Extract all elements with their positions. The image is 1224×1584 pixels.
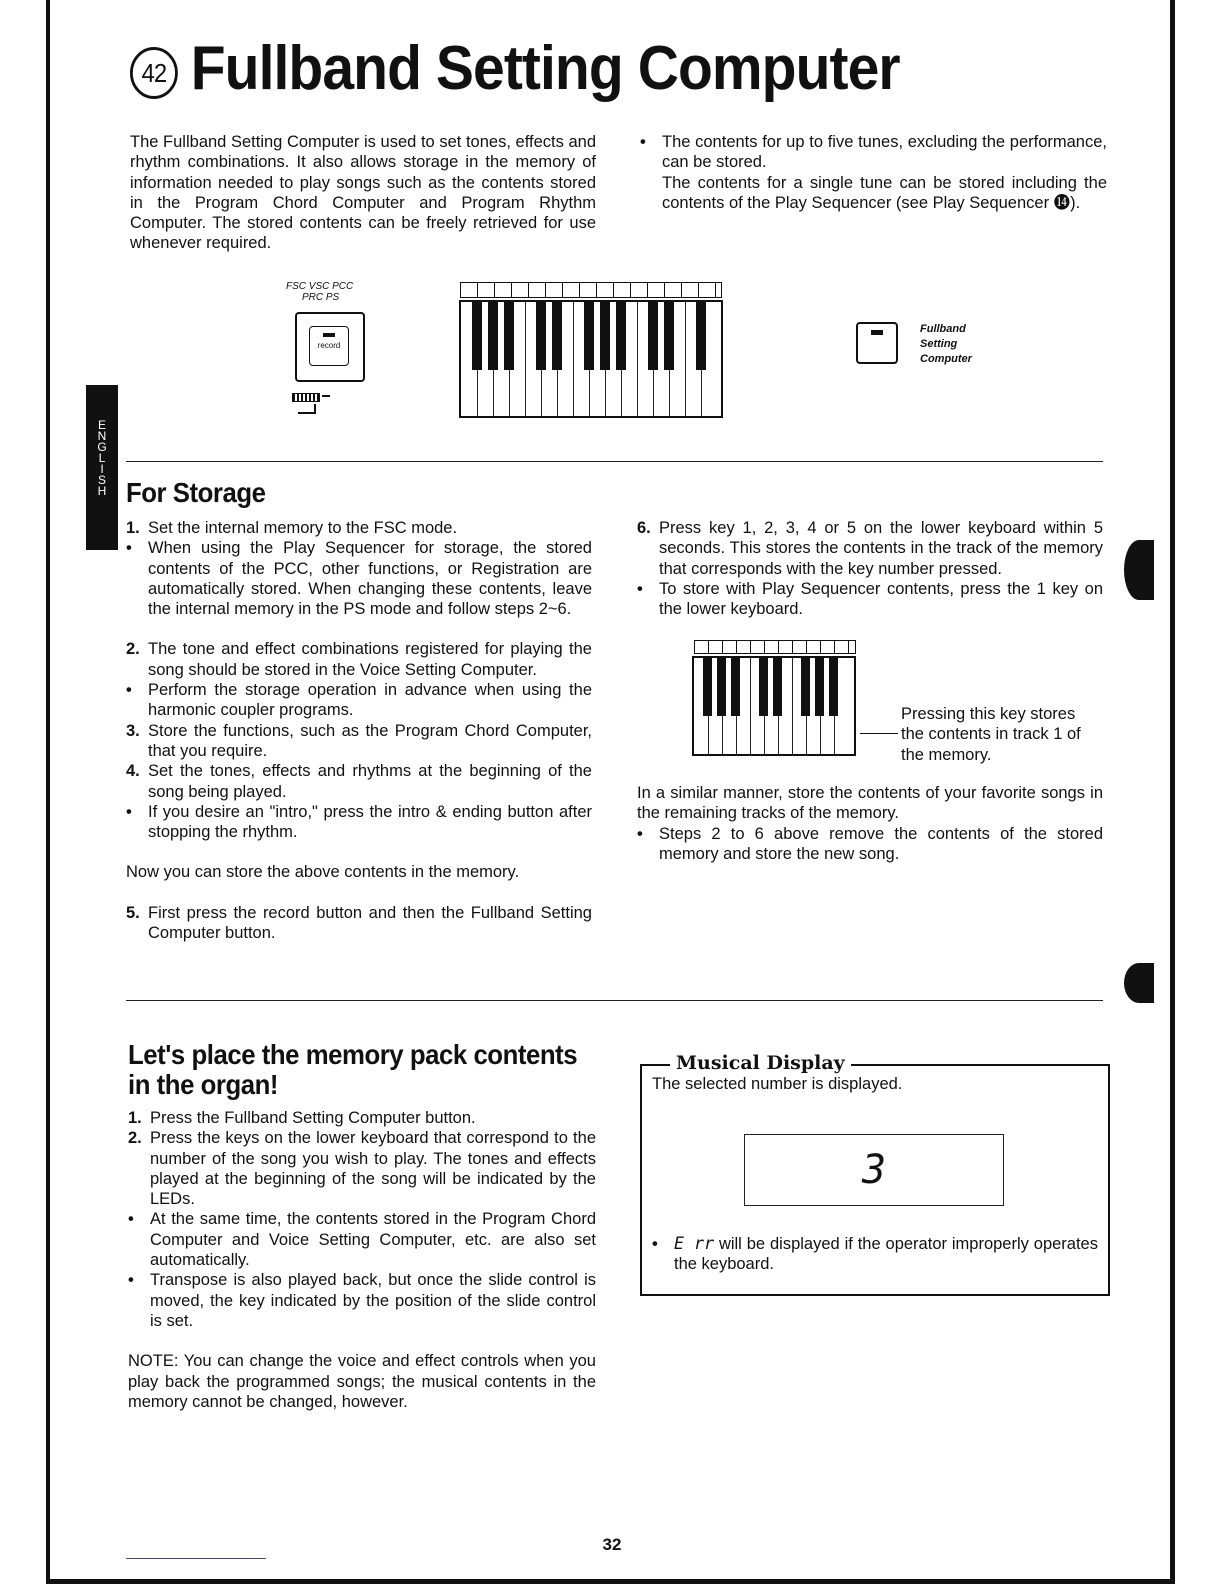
mode-labels-top: FSC VSC PCC: [286, 281, 354, 292]
page-title: [130, 34, 900, 104]
fsc-label-line1: Fullband: [920, 323, 966, 335]
mode-labels: [286, 281, 353, 303]
page-border-right: [1170, 0, 1175, 1584]
small-keyboard-label-strip: [694, 640, 856, 654]
list-item: 3. Store the functions, such as the Program Chord Computer, that you require.: [126, 721, 592, 760]
keyboard-label-strip: [460, 282, 722, 298]
slot-icon: [298, 404, 316, 414]
callout-line: [860, 733, 898, 734]
storage-right-bottom: [637, 783, 1103, 864]
memory-pack-list: [128, 1108, 596, 1412]
list-item: 6. Press key 1, 2, 3, 4 or 5 on the lower keyboard within 5 seconds. This stores the contents in the track of the memory that corresponds with the key number pressed.: [637, 519, 1103, 578]
list-item: 2. Press the keys on the lower keyboard that correspond to the number of the song you wish to play. The tones and effects played at the beginning of the song will be indicated by the LEDs.: [128, 1129, 596, 1209]
musical-display-text: The selected number is displayed.: [652, 1075, 903, 1093]
page-border-bottom: [46, 1579, 1175, 1584]
lcd-display: [744, 1134, 1004, 1206]
section-number: 42: [130, 47, 178, 99]
fsc-label: [920, 322, 972, 367]
list-item: • To store with Play Sequencer contents, press the 1 key on the lower keyboard.: [637, 579, 1103, 619]
footer-rule: [126, 1558, 266, 1559]
list-item: • When using the Play Sequencer for storage, the stored contents of the PCC, other functions, or Registration are automatically stored. When changing these contents, leave the internal memory in the PS mode and follow steps 2~6.: [126, 539, 592, 619]
list-item: 1. Set the internal memory to the FSC mode.: [126, 519, 458, 537]
page-border-left: [46, 0, 50, 1584]
now-text: Now you can store the above contents in the memory.: [126, 863, 520, 882]
divider: [126, 1000, 1103, 1001]
record-button[interactable]: [309, 326, 349, 366]
memory-pack-heading-line1: Let's place the memory pack contents: [128, 1039, 578, 1070]
list-item: • If you desire an "intro," press the intro & ending button after stopping the rhythm.: [126, 802, 592, 842]
list-item: 4. Set the tones, effects and rhythms at the beginning of the song being played.: [126, 762, 592, 801]
page-number: 32: [602, 1535, 622, 1554]
storage-right-column: [637, 518, 1103, 619]
led-icon: [871, 330, 883, 335]
margin-tab-mark: [1124, 963, 1154, 1003]
fsc-button[interactable]: [856, 322, 898, 364]
language-tab-letters: E N G L I S H: [97, 418, 107, 498]
fsc-label-line3: Computer: [920, 353, 972, 365]
record-button-outer[interactable]: [295, 312, 365, 382]
list-item: • Perform the storage operation in advance when using the harmonic coupler programs.: [126, 681, 592, 720]
list-item: 2. The tone and effect combinations registered for playing the song should be stored in the Voice Setting Computer.: [126, 640, 592, 679]
title-text: Fullband Setting Computer: [190, 34, 900, 103]
musical-display-title: Musical Display: [670, 1052, 851, 1074]
keyboard-diagram: [459, 300, 723, 418]
memory-pack-icon: [292, 393, 320, 402]
musical-display-box: [640, 1064, 1110, 1296]
divider: [126, 461, 1103, 462]
intro-left: The Fullband Setting Computer is used to set tones, effects and rhythm combinations. It also allows storage in the memory of information needed to play songs such as the contents stored in the Program Chord Computer and Program Rhythm Computer. The stored contents can be freely retrieved for use whenever required.: [130, 133, 596, 253]
small-keyboard-diagram: [692, 656, 856, 756]
list-item: 5. First press the record button and then the Fullband Setting Computer button.: [126, 903, 592, 943]
memory-pack-heading-line2: in the organ!: [128, 1069, 279, 1100]
intro-right-bullet: The contents for up to five tunes, excluding the performance, can be stored.: [662, 133, 1107, 172]
callout-text: Pressing this key stores the contents in track 1 of the memory.: [901, 705, 1081, 764]
intro-right: • The contents for up to five tunes, excluding the performance, can be stored. The contents for a single tune can be stored including the contents of the Play Sequencer (see Play Sequencer ⓮).: [640, 133, 1107, 212]
similar-text: In a similar manner, store the contents of your favorite songs in the remaining tracks of the memory.: [637, 784, 1103, 823]
margin-tab-mark: [1124, 540, 1154, 600]
memory-pack-heading: [128, 1040, 577, 1100]
fsc-label-line2: Setting: [920, 338, 958, 350]
note-text: NOTE: You can change the voice and effect controls when you play back the programmed songs; the musical contents in the memory cannot be changed, however.: [128, 1352, 596, 1411]
led-icon: [323, 333, 335, 337]
storage-left-column: [126, 518, 592, 943]
arrow-icon: [322, 395, 330, 397]
record-button-label: record: [317, 341, 341, 350]
intro-right-bullet-cont: The contents for a single tune can be stored including the contents of the Play Sequencer (see Play Sequencer ⓮).: [662, 173, 1107, 212]
list-item: • At the same time, the contents stored in the Program Chord Computer and Voice Setting Computer, etc. are also set automatically.: [128, 1210, 596, 1270]
list-item: 1. Press the Fullband Setting Computer button.: [128, 1109, 476, 1127]
mode-labels-bottom: PRC PS: [302, 292, 340, 303]
storage-heading: For Storage: [126, 477, 266, 508]
err-symbol: E rr: [674, 1234, 715, 1253]
list-item: • Steps 2 to 6 above remove the contents of the stored memory and store the new song.: [637, 824, 1103, 863]
lcd-value: 3: [861, 1147, 887, 1193]
list-item: • Transpose is also played back, but once the slide control is moved, the key indicated by the position of the slide control is set.: [128, 1271, 596, 1330]
err-note: • E rr will be displayed if the operator improperly operates the keyboard.: [652, 1234, 1098, 1274]
